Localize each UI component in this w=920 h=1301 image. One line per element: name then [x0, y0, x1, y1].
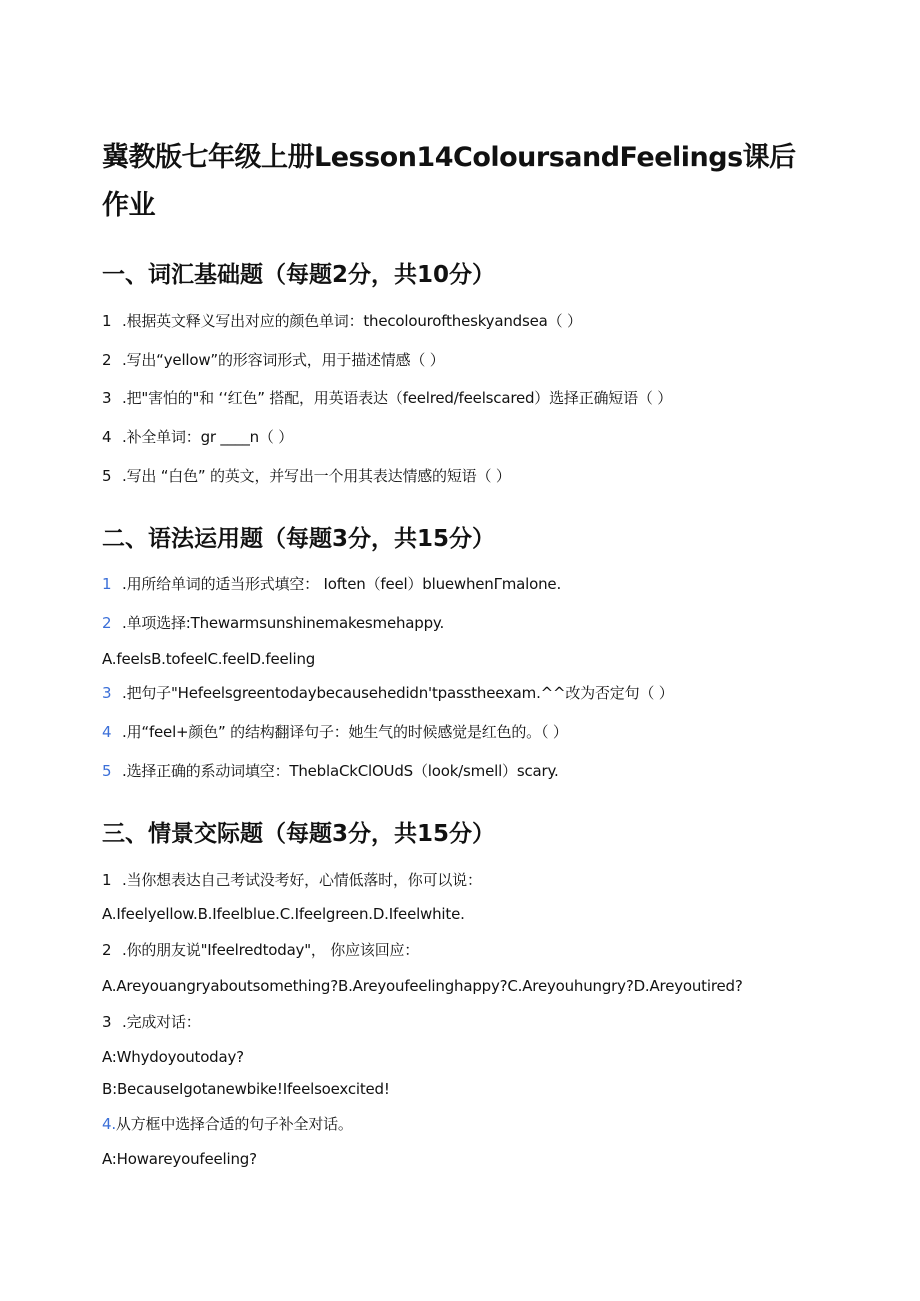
- question-line: [102, 761, 559, 781]
- answer-options: [102, 904, 465, 924]
- question-number: 1: [102, 312, 112, 330]
- question-number: 4: [102, 428, 112, 446]
- answer-options-text: A.Ifeelyellow.B.Ifeelblue.C.Ifeelgreen.D.Ifeelwhite.: [102, 905, 465, 923]
- question-text: .用“feel+颜色” 的结构翻译句子：她生气的时候感觉是红色的。（ ）: [122, 723, 568, 741]
- question-text: .当你想表达自己考试没考好，心情低落时，你可以说：: [122, 871, 482, 889]
- question-number: 2: [102, 614, 112, 632]
- answer-options-text: A.Areyouangryaboutsomething?B.Areyoufeelinghappy?C.Areyouhungry?D.Areyoutired?: [102, 977, 743, 995]
- question-line: [102, 574, 561, 594]
- section-heading-situational: 三、情景交际题（每题3分，共15分）: [102, 821, 496, 847]
- question-text: .用所给单词的适当形式填空： Ioften（feel）bluewhenΓmalone.: [122, 575, 562, 593]
- question-number: 2: [102, 941, 112, 959]
- answer-options-text: A.feelsB.tofeelC.feelD.feeling: [102, 650, 316, 668]
- question-line: [102, 1012, 201, 1032]
- question-text: .单项选择:Thewarmsunshinemakesmehappy.: [122, 614, 445, 632]
- question-line: [102, 940, 419, 960]
- question-number: 3: [102, 389, 112, 407]
- question-text: .写出“yellow”的形容词形式，用于描述情感（ ）: [122, 351, 445, 369]
- question-text: 从方框中选择合适的句子补全对话。: [115, 1115, 353, 1133]
- question-line: [102, 311, 582, 331]
- dialogue-text: A:Howareyoufeeling?: [102, 1150, 257, 1168]
- question-line: [102, 683, 674, 703]
- dialogue-line: [102, 1079, 390, 1099]
- dialogue-text: B:BecauseIgotanewbike!Ifeelsoexcited!: [102, 1080, 390, 1098]
- question-number: 4: [102, 723, 112, 741]
- question-line: [102, 870, 482, 890]
- question-line: [102, 466, 511, 486]
- question-text: .完成对话：: [122, 1013, 201, 1031]
- question-text: .根据英文释义写出对应的颜色单词：thecolouroftheskyandsea（ ）: [122, 312, 582, 330]
- question-line: [102, 1114, 353, 1134]
- question-number: 1: [102, 871, 112, 889]
- question-text: .选择正确的系动词填空：TheblaCkClOUdS（look/smell）scary.: [122, 762, 559, 780]
- question-text: .把"害怕的"和 ‘‘红色” 搭配，用英语表达（feelred/feelscared）选择正确短语（ ）: [122, 389, 673, 407]
- question-number: 5: [102, 762, 112, 780]
- section-heading-vocabulary: 一、词汇基础题（每题2分，共10分）: [102, 262, 496, 288]
- dialogue-line: [102, 1047, 244, 1067]
- question-number: 2: [102, 351, 112, 369]
- question-text: .把句子"Hefeelsgreentodaybecausehedidn'tpasstheexam.^^改为否定句（ ）: [122, 684, 674, 702]
- answer-options: [102, 976, 743, 996]
- question-line: [102, 350, 445, 370]
- question-number: 5: [102, 467, 112, 485]
- question-number: 1: [102, 575, 112, 593]
- question-line: [102, 388, 672, 408]
- question-number: 3: [102, 684, 112, 702]
- question-number: 4.: [102, 1115, 116, 1133]
- question-number: 3: [102, 1013, 112, 1031]
- dialogue-line: [102, 1149, 257, 1169]
- question-line: [102, 427, 293, 447]
- document-title: 冀教版七年级上册Lesson14ColoursandFeelings课后作业: [102, 142, 796, 221]
- section-heading-grammar: 二、语法运用题（每题3分，共15分）: [102, 526, 496, 552]
- question-line: [102, 722, 568, 742]
- question-text: .你的朋友说"Ifeelredtoday"， 你应该回应：: [122, 941, 420, 959]
- dialogue-text: A:Whydoyoutoday?: [102, 1048, 244, 1066]
- question-text: .写出 “白色” 的英文，并写出一个用其表达情感的短语（ ）: [122, 467, 511, 485]
- question-line: [102, 613, 444, 633]
- answer-options: [102, 649, 315, 669]
- question-text: .补全单词：gr ____n（ ）: [122, 428, 294, 446]
